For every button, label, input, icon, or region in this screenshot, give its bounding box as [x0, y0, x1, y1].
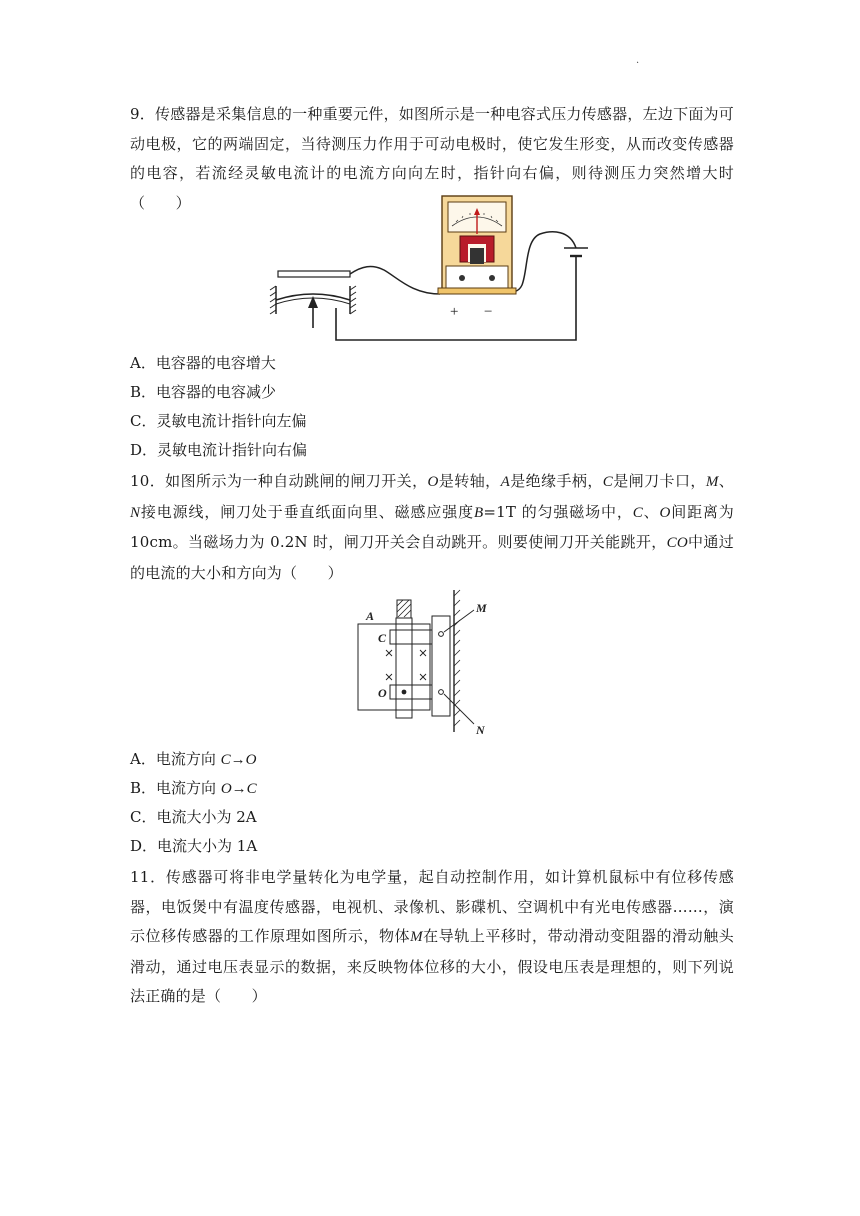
- label-c: C: [378, 631, 387, 645]
- question-9-option-c[interactable]: C．灵敏电流计指针向左偏: [130, 412, 307, 430]
- question-10-option-a[interactable]: A．电流方向 C→O: [130, 750, 257, 768]
- question-9-option-b[interactable]: B．电容器的电容减少: [130, 383, 277, 401]
- question-9-option-d[interactable]: D．灵敏电流计指针向右偏: [130, 441, 308, 459]
- label-n: N: [476, 723, 485, 737]
- question-9-option-a[interactable]: A．电容器的电容增大: [130, 354, 276, 372]
- figure-capacitive-sensor: [0, 190, 860, 350]
- question-10-option-b[interactable]: B．电流方向 O→C: [130, 779, 257, 797]
- label-m: M: [476, 601, 487, 615]
- question-10-option-c[interactable]: C．电流大小为 2A: [130, 808, 257, 826]
- figure-knife-switch: [0, 586, 860, 746]
- positive-terminal-label: +: [450, 304, 459, 320]
- header-mark: ·: [636, 58, 640, 69]
- question-10-option-d[interactable]: D．电流大小为 1A: [130, 837, 258, 855]
- label-a: A: [366, 609, 375, 623]
- question-9-number: 9．: [130, 105, 156, 123]
- question-11-stem: 11．传感器可将非电学量转化为电学量，起自动控制作用，如计算机鼠标中有位移传感器，电饭煲中有温度传感器，电视机、录像机、影碟机、空调机中有光电传感器……，演示位移传感器的工作原理如图所示，物体M在导轨上平移时，带动滑动变阻器的滑动触头滑动，通过电压表显示的数据，来反映物体位移的大小，假设电压表是理想的，则下列说法正确的是（ ）: [130, 868, 734, 1005]
- label-o: O: [378, 686, 387, 700]
- question-9-text: 传感器是采集信息的一种重要元件，如图所示是一种电容式压力传感器，左边下面为可动电极，它的两端固定，当待测压力作用于可动电极时，使它发生形变，从而改变传感器的电容，若流经灵敏电流计的电流方向向左时，指针向右偏，则待测压力突然增大时（ ）: [130, 105, 734, 212]
- negative-terminal-label: −: [484, 304, 493, 320]
- question-10-stem: 10．如图所示为一种自动跳闸的闸刀开关，O是转轴，A是绝缘手柄，C是闸刀卡口，M、N接电源线，闸刀处于垂直纸面向里、磁感应强度B=1T 的匀强磁场中，C、O间距离为 10cm。当磁场力为 0.2N 时，闸刀开关会自动跳开。则要使闸刀开关能跳开，CO中通过的电流的大小和方向为（ ）: [130, 472, 734, 582]
